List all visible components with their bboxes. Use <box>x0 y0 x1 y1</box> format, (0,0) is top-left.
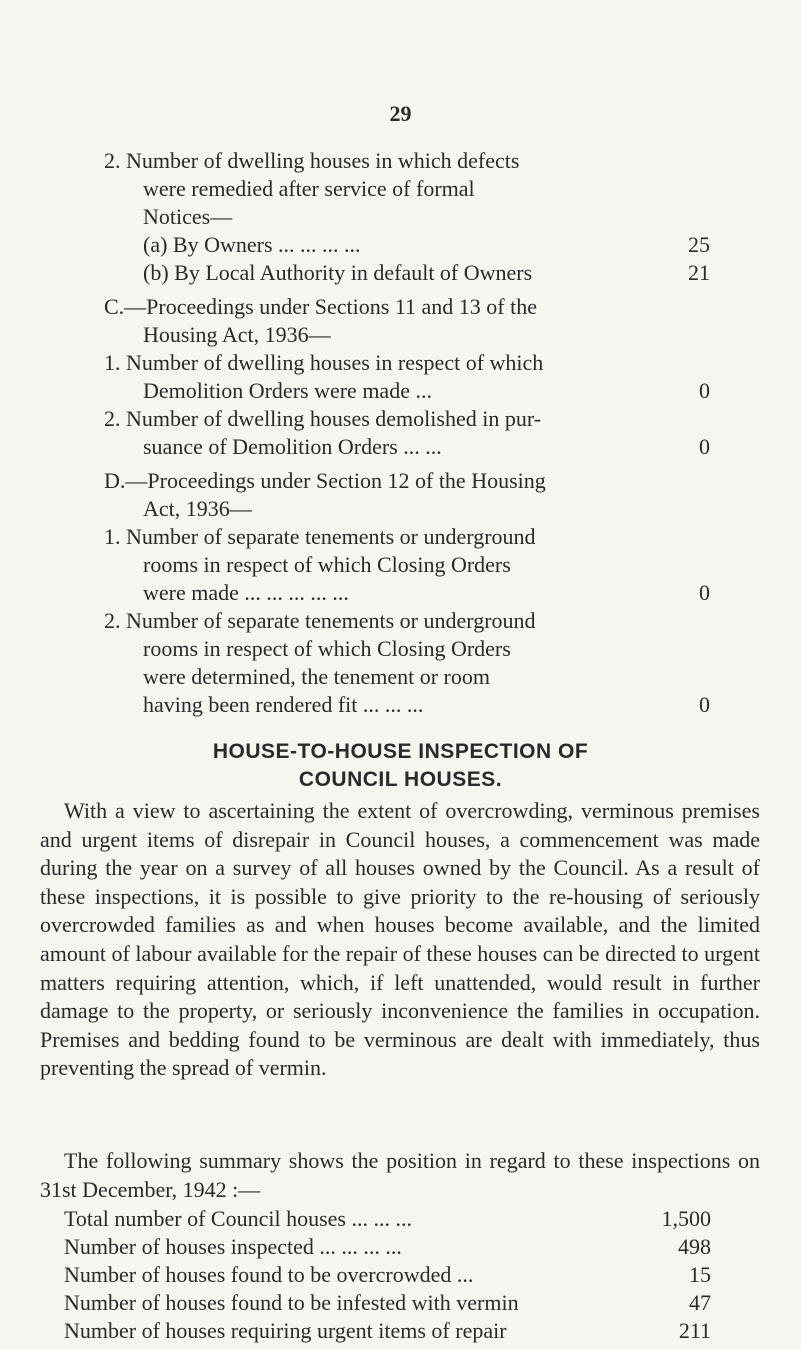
b-sub-b-value: 21 <box>688 260 710 285</box>
b-sub-b-label: (b) By Local Authority in default of Owners <box>143 260 533 285</box>
summary-value: 47 <box>689 1290 711 1315</box>
c-heading-line2: Housing Act, 1936— <box>143 322 331 347</box>
summary-row-inspected <box>64 1233 711 1261</box>
b-sub-a-label: (a) By Owners ... ... ... ... <box>143 232 361 257</box>
d-item2-line1: 2. Number of separate tenements or underground <box>104 608 536 633</box>
c-item1-value: 0 <box>699 378 710 403</box>
b-item2-line2: were remedied after service of formal <box>143 176 475 201</box>
d-heading-line2: Act, 1936— <box>143 496 252 521</box>
c-item1-line2: Demolition Orders were made ... <box>143 378 432 403</box>
b-item2-line3: Notices— <box>143 204 233 229</box>
inspection-paragraph-2: The following summary shows the position in regard to these inspections on 31st December, 1942 :— <box>40 1148 760 1202</box>
d-heading-line1: D.—Proceedings under Section 12 of the Housing <box>104 468 546 493</box>
d-item1-value: 0 <box>699 580 710 605</box>
c-item2-line1: 2. Number of dwelling houses demolished in pur- <box>104 406 542 431</box>
b-item2-line1: 2. Number of dwelling houses in which defects <box>104 148 520 173</box>
summary-row-repair <box>64 1317 711 1345</box>
c-item1-line1: 1. Number of dwelling houses in respect of which <box>104 350 544 375</box>
summary-label: Number of houses found to be overcrowded ... <box>64 1262 474 1287</box>
summary-label: Number of houses inspected ... ... ... ... <box>64 1234 402 1259</box>
d-item1-line2: rooms in respect of which Closing Orders <box>143 552 511 577</box>
inspection-title-line2: COUNCIL HOUSES. <box>298 768 503 791</box>
d-item2-line2: rooms in respect of which Closing Orders <box>143 636 511 661</box>
summary-row-vermin <box>64 1289 711 1317</box>
summary-label: Total number of Council houses ... ... ... <box>64 1206 412 1231</box>
summary-row-total-houses <box>64 1205 711 1233</box>
summary-value: 1,500 <box>661 1206 711 1231</box>
c-item2-value: 0 <box>699 434 710 459</box>
summary-label: Number of houses requiring urgent items of repair <box>64 1318 507 1343</box>
page-number: 29 <box>389 101 412 126</box>
inspection-title-line1: HOUSE-TO-HOUSE INSPECTION OF <box>212 740 589 763</box>
c-item2-line2: suance of Demolition Orders ... ... <box>143 434 442 459</box>
summary-label: Number of houses found to be infested with vermin <box>64 1290 519 1315</box>
d-item1-line3: were made ... ... ... ... ... <box>143 580 349 605</box>
c-heading-line1: C.—Proceedings under Sections 11 and 13 of the <box>104 294 537 319</box>
summary-value: 498 <box>678 1234 711 1259</box>
inspection-paragraph-1: With a view to ascertaining the extent of overcrowding, verminous premises and urgent items of disrepair in Council houses, a commencement was made during the year on a survey of all houses owned by the Council. As a result of these inspections, it is possible to give priority to the re-housing of seriously overcrowded families as and when houses become available, and the limited amount of labour available for the repair of these houses can be directed to urgent matters requiring attention, which, if left unattended, would result in further damage to the property, or seriously inconvenience the families in occupation. Premises and bedding found to be verminous are dealt with immediately, thus preventing the spread of vermin. <box>40 798 760 1081</box>
d-item2-line4: having been rendered fit ... ... ... <box>143 692 424 717</box>
summary-row-overcrowded <box>64 1261 711 1289</box>
summary-value: 211 <box>678 1318 711 1343</box>
b-sub-a-value: 25 <box>688 232 710 257</box>
d-item1-line1: 1. Number of separate tenements or underground <box>104 524 536 549</box>
d-item2-value: 0 <box>699 692 710 717</box>
summary-value: 15 <box>689 1262 711 1287</box>
d-item2-line3: were determined, the tenement or room <box>143 664 490 689</box>
